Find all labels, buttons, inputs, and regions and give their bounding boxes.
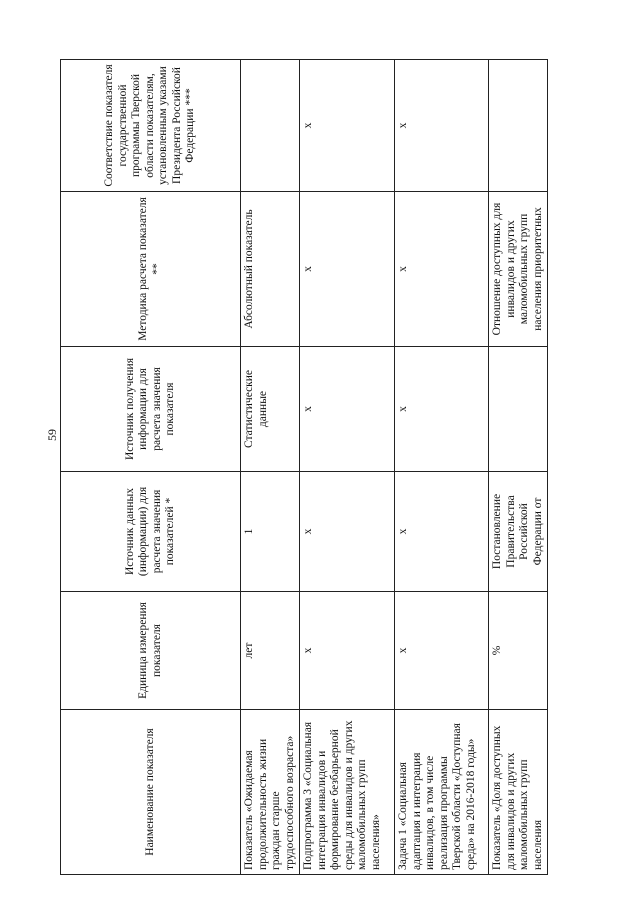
cell-compliance: x [395, 60, 489, 192]
cell-name: Задача 1 «Социальная адаптация и интеграция инвалидов, в том числе реализация программы Тверской области «Доступная среда» на 2016-2018 годы» [395, 710, 489, 875]
cell-name: Показатель «Ожидаемая продолжительность жизни граждан старше трудоспособного возраста» [241, 710, 300, 875]
cell-name: Показатель «Доля доступных для инвалидов и других маломобильных групп населения [489, 710, 548, 875]
header-method: Методика расчета показателя ** [61, 192, 241, 347]
cell-info-source: Статистические данные [241, 347, 300, 472]
table-row [489, 60, 548, 875]
cell-data-source: 1 [241, 472, 300, 592]
cell-info-source [489, 347, 548, 472]
cell-data-source: Постановление Правительства Российской Федерации от [489, 472, 548, 592]
table-header-row [61, 60, 241, 875]
table-row [241, 60, 300, 875]
cell-info-source: x [395, 347, 489, 472]
cell-method: x [300, 192, 395, 347]
cell-unit: % [489, 592, 548, 710]
header-name: Наименование показателя [61, 710, 241, 875]
cell-compliance [241, 60, 300, 192]
table-row [300, 60, 395, 875]
cell-name: Подпрограмма 3 «Социальная интеграция инвалидов и формирование безбарьерной среды для инвалидов и других маломобильных групп населения» [300, 710, 395, 875]
cell-data-source: x [300, 472, 395, 592]
header-compliance: Соответствие показателя государственной программы Тверской области показателям, установленным указами Президента Российской Федерации *** [61, 60, 241, 192]
page-number: 59 [45, 429, 59, 441]
table-row [395, 60, 489, 875]
cell-compliance: x [300, 60, 395, 192]
cell-compliance [489, 60, 548, 192]
cell-data-source: x [395, 472, 489, 592]
cell-method: Отношение доступных для инвалидов и других маломобильных групп населения приоритетных [489, 192, 548, 347]
cell-unit: x [300, 592, 395, 710]
cell-method: Абсолютный показатель [241, 192, 300, 347]
rotated-table-container [60, 60, 544, 875]
indicators-table [60, 59, 548, 875]
header-data-source: Источник данных (информации) для расчета значения показателей * [61, 472, 241, 592]
header-info-source: Источник получения информации для расчета значения показателя [61, 347, 241, 472]
header-unit: Единица измерения показателя [61, 592, 241, 710]
cell-unit: x [395, 592, 489, 710]
cell-info-source: x [300, 347, 395, 472]
cell-method: x [395, 192, 489, 347]
cell-unit: лет [241, 592, 300, 710]
